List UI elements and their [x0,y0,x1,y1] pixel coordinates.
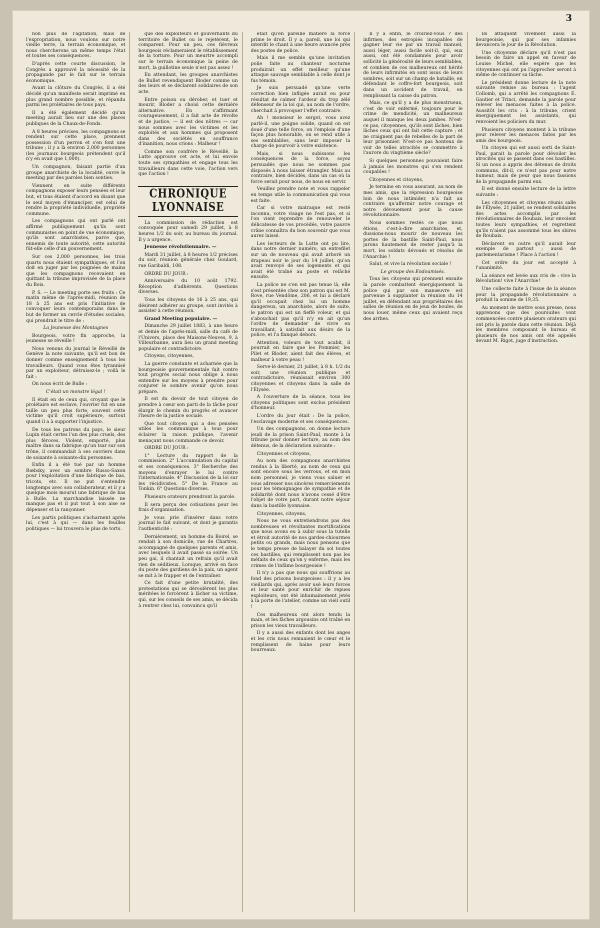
article-paragraph: Veuillez prendre note et vous rappeler en temps utile la communication qui vous est faite. [250,187,351,204]
article-paragraph: L'ordre du jour était : De la police, l'esclavage moderne et ses conséquences. [250,414,351,425]
article-paragraph: Dimanche 29 juillet 1883, à une heure et demie de l'après-midi, salle du café de l'Univers, place des Maisons-Neuves, 9, à Villeurbanne, aura lieu un grand meeting populaire et contradictoire. [138,324,238,352]
quote-line: C'était un monstre légal ! [45,390,106,396]
article-paragraph: Mardi 31 juillet, à 8 heures 1/2 précises du soir, réunion générale chez Goulard, rue Garibaldi, 108. [138,252,238,269]
centered-line: Citoyennes et citoyens, [369,177,424,183]
article-paragraph: A l'ouverture de la séance, tous les citoyens politiques sont exclus président d'honneur. [250,395,351,412]
article-paragraph: Enfin il a été tué par un homme Rœbsky, avec un sombre Russo-Saxon pour l'exploitation d'une fabrique de bas, tricots, etc. Il ne put s'entendre longtemps avec son collaborateur, et il y a quelque mois mourut une fabrique de bas à Bulle. La marchandise laissée ne manque pas et il put tout à son aise se dépenser et la rançonner. [26,463,126,513]
article-paragraph: Attention, voleurs de tout acabit, il pourrait en faire que les Pommier, les Pilet et Bloder, aient fait des élèves, et malheur à votre peau ! [250,340,351,363]
chronique-masthead [138,186,237,217]
article-paragraph: Il y a enfin, le croiriez-vous ? des infirmes, des estropiés incapables de gagner leur vie par un travail manuel, aussi léger, aussi facile soit-il, qui, eux aussi, ont été condamnés pour avoir sollicité la générosité de leurs semblables, et combien de ces malheureux ont hérité de leurs infirmités en sont issus de leurs sombres, soit sur un champ de bataille, en défendant le coffre-fort bourgeois, soit dans un accident de travail, en remplissant la caisse du patron. [363,32,463,99]
section-heading: Jeunesse révolutionnaire. — [144,245,217,251]
signature-line: Le groupe des Endoumisés. [380,269,446,275]
article-paragraph: Car si votre matraque est resté inconnu, votre visage ne l'est pas, et si l'on vient reprendre de renouveler le délicatesse de vos procédés, votre pauvre crâne connaîtra du bon souvenir que vous aurez laissé. [250,206,351,240]
article-paragraph: La police ne s'en est pas tenue là, elle s'est présentée chez son patron qui est M. Rove, rue Vendôme, 206, et lui a déclaré qu'il occupait chez lui un homme dangereux, un anarchiste, alors de suite, le patron qui est un fieffé voleur, et qui s'abouchait pas qu'il n'y en ait qu'un l'ordre de demander de vivre en travaillant, à satisfait aux désirs de la police, et l'a flanqué dehors. [250,282,351,339]
article-paragraph: La guerre constante et acharnée que la bourgeoisie gouvernementale fait contre tout progrès social nous oblige à nous entendre sur les moyens à prendre pour conjurer le sombre avenir qu'on nous prépare. [138,361,238,395]
article-paragraph: Je vous prie d'insérer dans votre journal le fait suivant, et dont je garantis l'authenticité : [138,515,238,532]
article-paragraph: Il n'y a pas que nous qui souffrions au fond des prisons bourgeoises : il y a les vieillards qui, après avoir usé leurs forces et leur santé pour enrichir de repues exploiteurs, ont été inhumainement jetés à la porte de l'atelier, comme un vieil outil ! [250,571,351,610]
article-paragraph: Sur ces 2,000 personnes, les trois quarts nous étaient sympathiques, et l'on doit en juger par les poignées de mains que les compagnons recevaient en quittant la tribune improvisée de la place du Bois. [26,254,126,288]
article-paragraph: Nous venons du journal le Réveillé de Genève la note suivante, qu'il est bon de donner comme enseignement à tous les travailleurs. Quand vous êtes tyrannisé par un exploiteur, détruisez-le ; voilà le fait : [26,346,126,380]
centered-line: Citoyens, citoyennes, [144,354,194,360]
article-paragraph: Si quelques personnes pouvaient faire à jamais les monstres qui s'en rendent coupables ! [363,159,463,176]
article-paragraph: Nous ne vous entretiendrons pas des nombreuses et révoltantes mortifications que nous avons eu à subir sous la tutelle et étroit autorité de nos gardes-chiourmes petits ou grands, mais nous pensons que le temps presse de balayer du sol toutes ces bastilles, qui remplissent non pas les méfaits de ceux qu'on y enferme, mais les crimes de l'infâme bourgeoisie ! [250,519,351,569]
column-1 [26,32,130,912]
article-paragraph: était qu'en pareille matière la force prime le droit. Il y a, pareil, une loi qui interdit le chant à une heure avancée près des postes de police. [250,32,351,54]
article-paragraph: Cet ordre du jour est accepté à l'unanimité. [475,260,576,272]
centered-line: Citoyennes et citoyens, [256,451,311,457]
article-paragraph: Anniversaire du 10 août 1792. Réception d'adhérents. Questions diverses. [138,279,238,296]
article-paragraph: P. S. — Le meeting porte ses fruits : Ce matin même de l'après-midi, réunion de 18 à 25 ans est pris l'initiative de convoquer leurs contemporains dans le but de former un cercle d'études sociales, qui prendrait le titre de : [26,290,126,324]
article-paragraph: Le président donne lecture de la note suivante remise au bureau : l'agent Collomb, qui a arrêté les compagnons E. Gautier et Trinci, demande la parole pour relever les menaces faites à la police. Aussitôt les cris : à la tribune, crient énergiquement les assistants, qui renvoient les policiers du mur. [475,80,576,125]
article-paragraph: On nous écrit de Bulle : [32,382,88,388]
section-heading: Grand Meeting populaire. — [144,316,218,322]
column-4 [363,32,467,912]
article-paragraph: Au moment de mettre sous presse, nous apprenons que des poursuites vont commencées contre plusieurs orateurs qui ont pris la parole dans cette réunion. Déjà les membres composant le bureau et plusieurs de nos amis ont été appelés devant M. Rigot, juge d'instruction. [475,305,576,345]
centered-line: ORDRE DU JOUR : [144,271,189,277]
column-3 [251,32,355,912]
article-paragraph: Il y a aussi des enfants dont les anges et les cris nous remuaient le cœur et le remplissent de haine pour leurs bourreaux. [250,631,351,654]
article-paragraph: Bourgeois, votre fin approche, la jeunesse se réveille ! [26,333,126,345]
article-paragraph: Il a été également décidé qu'un meeting aurait lieu sur une des places publiques de la Chaux-de-Fonds. [26,110,126,127]
article-paragraph: Salut, et vive la révolution sociale ! [369,262,452,268]
article-paragraph: Mais, si nous subissons les conséquences de la force, soyez persuadés que nous ne sommes pas disposés à nous laisser étrangler. Mais au contraire, bien décidés, dans un cas où la force serait pour nous, de nous en servir. [250,151,351,185]
article-paragraph: Déclarent en outre qu'il aurait leur exemple de partout ; aussi de parlementarisme ! Place à l'action ! [475,241,576,258]
article-paragraph: Il est du devoir de tout citoyen de prendre à cœur son parti de la tâche pour élargir le chemin du progrès et avancer l'heure de la justice sociale. [138,397,238,420]
article-paragraph: Viennent en suite différents compagnons exposer leurs pensées et leur but, et tous étaient d'accord en disant que le seul moyen d'émanciper, est celui de rendre la propriété individuelle, propriété commune. [26,183,126,217]
article-paragraph: Mais, ce qu'il y a de plus monstrueux, c'est de voir enfermé, toujours pour le crime de mendicité, un malheureux auquel il manque les deux jambes. N'est-ce pas, citoyennes, qu'ils sont lâches, bien lâches ceux qui ont fait cette capture ; et ne craignent pas de rebelles de la part de leur prisonnier. N'est-ce pas honteux de voir de telles atrocités se commettre à l'aurore du vingtième siècle? [363,101,463,157]
article-paragraph: Les lecteurs de la Lutte ont pu lire, dans notre dernier numéro, un entrefilet sur un de nouveau qui avait arboré un drapeau noir le jour du 14 juillet, qu'on avait renvoyé de ses logements et qui avait été traîné au poste et relâché ensuite. [250,241,351,281]
article-paragraph: Plusieurs citoyens montent à la tribune pour relever les menaces faites par les amis des bourgeois. [475,127,576,144]
article-paragraph: Dernièrement, un homme du Boirel, se rendait à son domicile, rue de Chartres, accompagné de quelques parents et amis, avec lesquels il avait passé sa soirée. Un peu gai, il chantait un refrain qu'il avait rien de séditieux. Lorsque, arrivé en face du poste des gardiens de la paix, un agent se mit à le frapper et de l'entraîner. [138,534,238,579]
group-name: La Jeunesse des Montagnes [43,326,109,332]
article-paragraph: D'après cette courte discussion, le Congrès a approuvé la nécessité de la propagande par le fait sur le terrain économique. [26,61,126,84]
article-paragraph: Une collecte faite à l'issue de la séance pour la propagande révolutionnaire a produit la somme de 19,35. [475,286,576,304]
article-paragraph: Avant la clôture du Congrès, il a été décidé qu'un manifeste serait imprimé en plus grand nombre possible, et répandu parmi les prolétaires de tous pays. [26,86,126,109]
article-paragraph: 1° Lecture du rapport de la commission. 2° L'accumulation du capital et ses conséquences. 3° Recherche des moyens d'enrayer le lui contre l'internationale. 4° Discussion de la loi sur les récidivistes. 5° De la France au Tonkin. 6° Questions diverses. [138,453,238,493]
article-paragraph: Au nom des compagnons anarchistes rendus à la liberté, au nom de ceux qui sont encore sous les verrous, et en mon nom personnel, je viens vous saluer et vous adresser nos sincères remerciements pour les témoignages de sympathie et de solidarité dont nous n'avons cessé d'être l'objet de votre part, durant notre séjour dans la bastille lyonnaise. [250,459,351,509]
column-2 [138,32,242,912]
article-paragraph: Les compagnons qui ont parlé ont affirmé publiquement qu'ils sont communistes en point de vue économique, qu'ils sont anarchistes, parce que, ennemis de toute autorité, cette autorité fût-elle celle d'un gouvernement. [26,219,126,253]
article-paragraph: Ces malheureux ont alors tendu la main, et les fâches argousins ont traîné en prison les vieux travailleurs. [250,612,351,629]
article-paragraph: Que tout citoyen qui a des pensées utiles les communique à tous pour éclairer la raison publique, l'avenir menaçant nous commande ce devoir. [138,421,238,444]
article-paragraph: Ils attaquent vivement aussi la bourgeoisie, qui par ses infamies devancera le jour de la Révolution. [475,32,576,49]
newspaper-page [12,10,590,920]
centered-line: Citoyennes, citoyens, [256,511,307,517]
article-paragraph: Un des compagnons, on donne lecture jeudi de la prison Saint-Paul, monte à la tribune pour donner lecture, au nom des détenus, de la déclaration suivante : [250,427,351,449]
article-paragraph: Il était en de ceux qui, croyant que le prolétaire est esclave, l'ouvrier fut en une taille un peu plus forte, souvent cette victime qu'il croit supérieure, surtout quand il a à supporter l'injustice. [26,397,126,425]
article-paragraph: Mais il me semble qu'une invitation polie faite au chanteur nocturne produirait un effet meilleur qu'une attaque sauvage semblable à celle dont je fus témoin. [250,56,351,84]
article-paragraph: En attendant, les groupes anarchistes de Bullet revendiquent Bloder comme un des leurs et se déclarent solidaires de son acte. [138,73,238,95]
article-paragraph: Tous les citoyens qui prennent ensuite la parole combattent énergiquement la police qui par son manœuvre est parvenue à supplanter la réunion du 14 juillet, en défendant aux propriétaires des salles de réunion en de jeux de boules, de nous louer, même ceux qui avaient reçu des arrhes. [363,277,463,322]
article-paragraph: De tous les patrons du pays, le sieur Lupin était certes l'un des plus cruels, des plus féroces. Violent, emporté, plus maître dans sa fabrique qu'un tsar sur son trône, il commandait à ses ouvriers dans de soixante à soixante-dix personnes. [26,427,126,461]
article-paragraph: Il sera perçu des cotisations pour les frais d'organisation. [138,502,238,514]
article-paragraph: Ah ! monsieur le sergot, vous avez parlé-il, une poigne solide, quand on est doué d'une telle force, on l'emploie d'une façon plus honorable, on se rend utile à ses semblables, sans leur imposer la charge de pourvoir à votre existence. [250,116,351,150]
article-paragraph: Ce fait d'une petite brutalité, des protestations qui se déroulèrent les plus méritées le forcèrent à lâcher sa victime, qui, sur les conseils de ses amis, se décida à rentrer chez lui, convaincu qu'il [138,581,238,609]
article-paragraph: La séance est levée aux cris de : vive la Révolution! vive l'Anarchie! [475,273,576,285]
article-paragraph: Je termine en vous assurant, au nom de mes amis, que la répression bourgeoise loin de nous intimider, n'a fait au contraire qu'affermir notre courage et notre dévouement pour la cause révolutionnaire. [363,185,463,219]
article-paragraph: non plus de l'agitation, mais de l'expropriation, nous voulons sur notre vieille terre, la terrain économique, et nous chercherons un même temps l'état et toutes ses conséquences. [26,32,126,60]
page-number: 3 [565,14,572,24]
article-paragraph: La commission de rédaction est convoquée pour samedi 29 juillet, à 8 heures 1/2 du soir, au bureau du journal. Il y a urgence. [138,220,238,243]
masthead-title: CHRONIQUE LYONNAISE [149,187,227,215]
article-paragraph: Je suis persuadé qu'une verte correction bien infligée aurait eu pour résultat de calmer l'ardeur du trop zélé défenseur de la loi qui, au nom de l'ordre, cherchait à provoquer l'effet contraire. [250,86,351,114]
article-paragraph: que des exploiteurs et gouvernants du territoire de Bullet ou le rejetèrent, le comparent. Pour un peu, ces fiévreux bourgeois réclameraient le rétablissement de la torture. Pour un meurtre accompli sur le terrain économique la peine de mort, la guillotine seule n'est pas assez ! [138,32,238,71]
article-paragraph: Comme son confrère le Réveillé, la Lutte approuve cet acte, et lui envoie toute ses sympathies et engage tous les travailleurs dans cette voie, l'action vers que l'action ! [138,149,238,178]
centered-line: ORDRE DU JOUR : [144,446,189,452]
article-paragraph: Tous les citoyens de 16 à 25 ans, qui désirent adhérer au groupe, sont invités à assister à cette réunion. [138,297,238,315]
article-paragraph: Entre poison ou dérober, et tuer et mourir, Bloder a choisi cette dernière alternative. En s'affirmant courageusement, il a fait acte de révolte et de justice, — il est des nôtres — car nous sommes avec les victimes et les exploités et aux hommes qui proposent dans des sociétés en souffrance d'inanition, nous crions : Malheur ! [138,97,238,148]
article-paragraph: Il est donné ensuite lecture de la lettre suivante : [475,187,576,199]
article-paragraph: Plusieurs orateurs prendront la parole. [144,494,236,500]
article-paragraph: Nous sommes restés ce que nous étions, c'est-à-dire anarchistes, et, dussions-nous mourir de nouveau les portes de la bastille Saint-Paul, nous jurons hautement de rester jusqu'à la mort, les soldats dévoués et résolus de l'Anarchie ! [363,221,463,260]
article-paragraph: A 8 heures précises, les compagnons se rendent sur cette place, prennent possession d'un perron et s'en font une tribune ; il y a là environ 2,000 personnes (les journaux bourgeois prétendent qu'il n'y en avait que 1,000). [26,129,126,163]
article-paragraph: Un compagnon, faisant partie d'un groupe anarchiste de la localité, ouvre le meeting par des paroles bien sonties. [26,165,126,182]
article-paragraph: Les partis politiques s'acharnent après lui, c'est à qui — dans les feuilles politiques — lui trouvera le plus de torts. [26,515,126,532]
columns [26,32,580,912]
article-paragraph: Les citoyennes et citoyens réunis salle de l'Élysée, 21 juillet, se rendent solidaires des actes accomplis par les révolutionnaires de Roubaix, leur envoient toutes leurs sympathies, et regrettent qu'ils n'aient pas assommé tous les sbires de Roubaix. [475,200,576,240]
article-paragraph: Un citoyen qui est aussi sorti de Saint-Paul, parait la parole pour dévoiler les atrocités qui se passent dans ces bastilles. Si un nous a appris des détenus de droits communs, dit-il, ce n'est pas pour notre humeur, mais de peur que nous fassions de la propagande parmi eux. [475,146,576,185]
column-5 [476,32,580,912]
article-paragraph: Une citoyenne déclare qu'il n'est pas besoin de faire un appel en faveur de Louise Michel, elle espère que les citoyennes qui ont pu l'approcher seront à même de continuer sa tâche. [475,50,576,79]
article-paragraph: Serve-lé dernier, 21 juillet, à 8 h. 1/2 du soir, une réunion publique et contradictoire, réunissait environ 300 citoyennes et citoyens dans la salle de l'Élysée. [250,365,351,393]
